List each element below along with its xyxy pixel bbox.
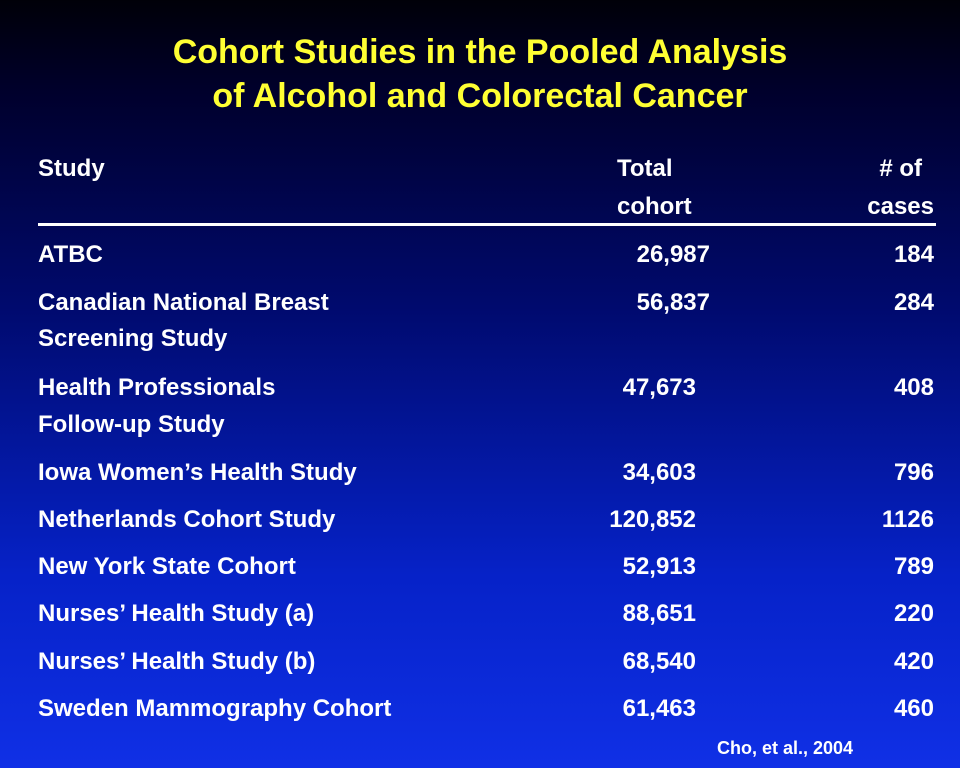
- num-cases: 220: [893, 600, 934, 627]
- study-name: New York State Cohort: [38, 553, 296, 580]
- header-total-line2: cohort: [617, 193, 692, 220]
- table-row: [0, 286, 960, 356]
- total-cohort: 26,987: [636, 241, 710, 268]
- study-name: Netherlands Cohort Study: [38, 506, 336, 533]
- num-cases: 420: [893, 648, 934, 675]
- num-cases: 789: [893, 553, 934, 580]
- table-row: [0, 692, 960, 726]
- num-cases: 184: [893, 241, 934, 268]
- header-divider: [38, 223, 936, 226]
- study-name-line2: Screening Study: [38, 325, 228, 352]
- header-cases-line1: # of: [879, 155, 922, 182]
- total-cohort: 52,913: [622, 553, 696, 580]
- study-name: Sweden Mammography Cohort: [38, 695, 392, 722]
- slide-title: [0, 30, 960, 118]
- num-cases: 408: [893, 374, 934, 401]
- total-cohort: 120,852: [609, 506, 696, 533]
- table-row: [0, 456, 960, 490]
- table-row: [0, 503, 960, 537]
- citation: Cho, et al., 2004: [717, 738, 854, 758]
- study-name: Nurses’ Health Study (a): [38, 600, 315, 627]
- header-cases-line2: cases: [867, 193, 934, 220]
- title-line-2: of Alcohol and Colorectal Cancer: [212, 77, 748, 115]
- num-cases: 460: [893, 695, 934, 722]
- total-cohort: 88,651: [622, 600, 696, 627]
- table-header-row-2: [0, 190, 960, 224]
- total-cohort: 34,603: [622, 459, 696, 486]
- table-header-row-1: [0, 152, 960, 186]
- table-row: [0, 550, 960, 584]
- total-cohort: 61,463: [622, 695, 696, 722]
- study-name: Canadian National Breast: [38, 289, 329, 316]
- total-cohort: 56,837: [636, 289, 710, 316]
- study-name-line2: Follow-up Study: [38, 411, 225, 438]
- header-total-line1: Total: [617, 155, 673, 182]
- title-line-1: Cohort Studies in the Pooled Analysis: [172, 33, 788, 71]
- table-row: [0, 371, 960, 441]
- table-row: [0, 597, 960, 631]
- study-name: Nurses’ Health Study (b): [38, 648, 316, 675]
- table-row: [0, 645, 960, 679]
- study-name: Iowa Women’s Health Study: [38, 459, 357, 486]
- num-cases: 1126: [881, 506, 934, 533]
- num-cases: 284: [893, 289, 934, 316]
- study-name: Health Professionals: [38, 374, 276, 401]
- total-cohort: 68,540: [622, 648, 696, 675]
- num-cases: 796: [893, 459, 934, 486]
- header-study: Study: [38, 155, 105, 182]
- study-name: ATBC: [38, 241, 103, 268]
- total-cohort: 47,673: [622, 374, 696, 401]
- table-row: [0, 238, 960, 272]
